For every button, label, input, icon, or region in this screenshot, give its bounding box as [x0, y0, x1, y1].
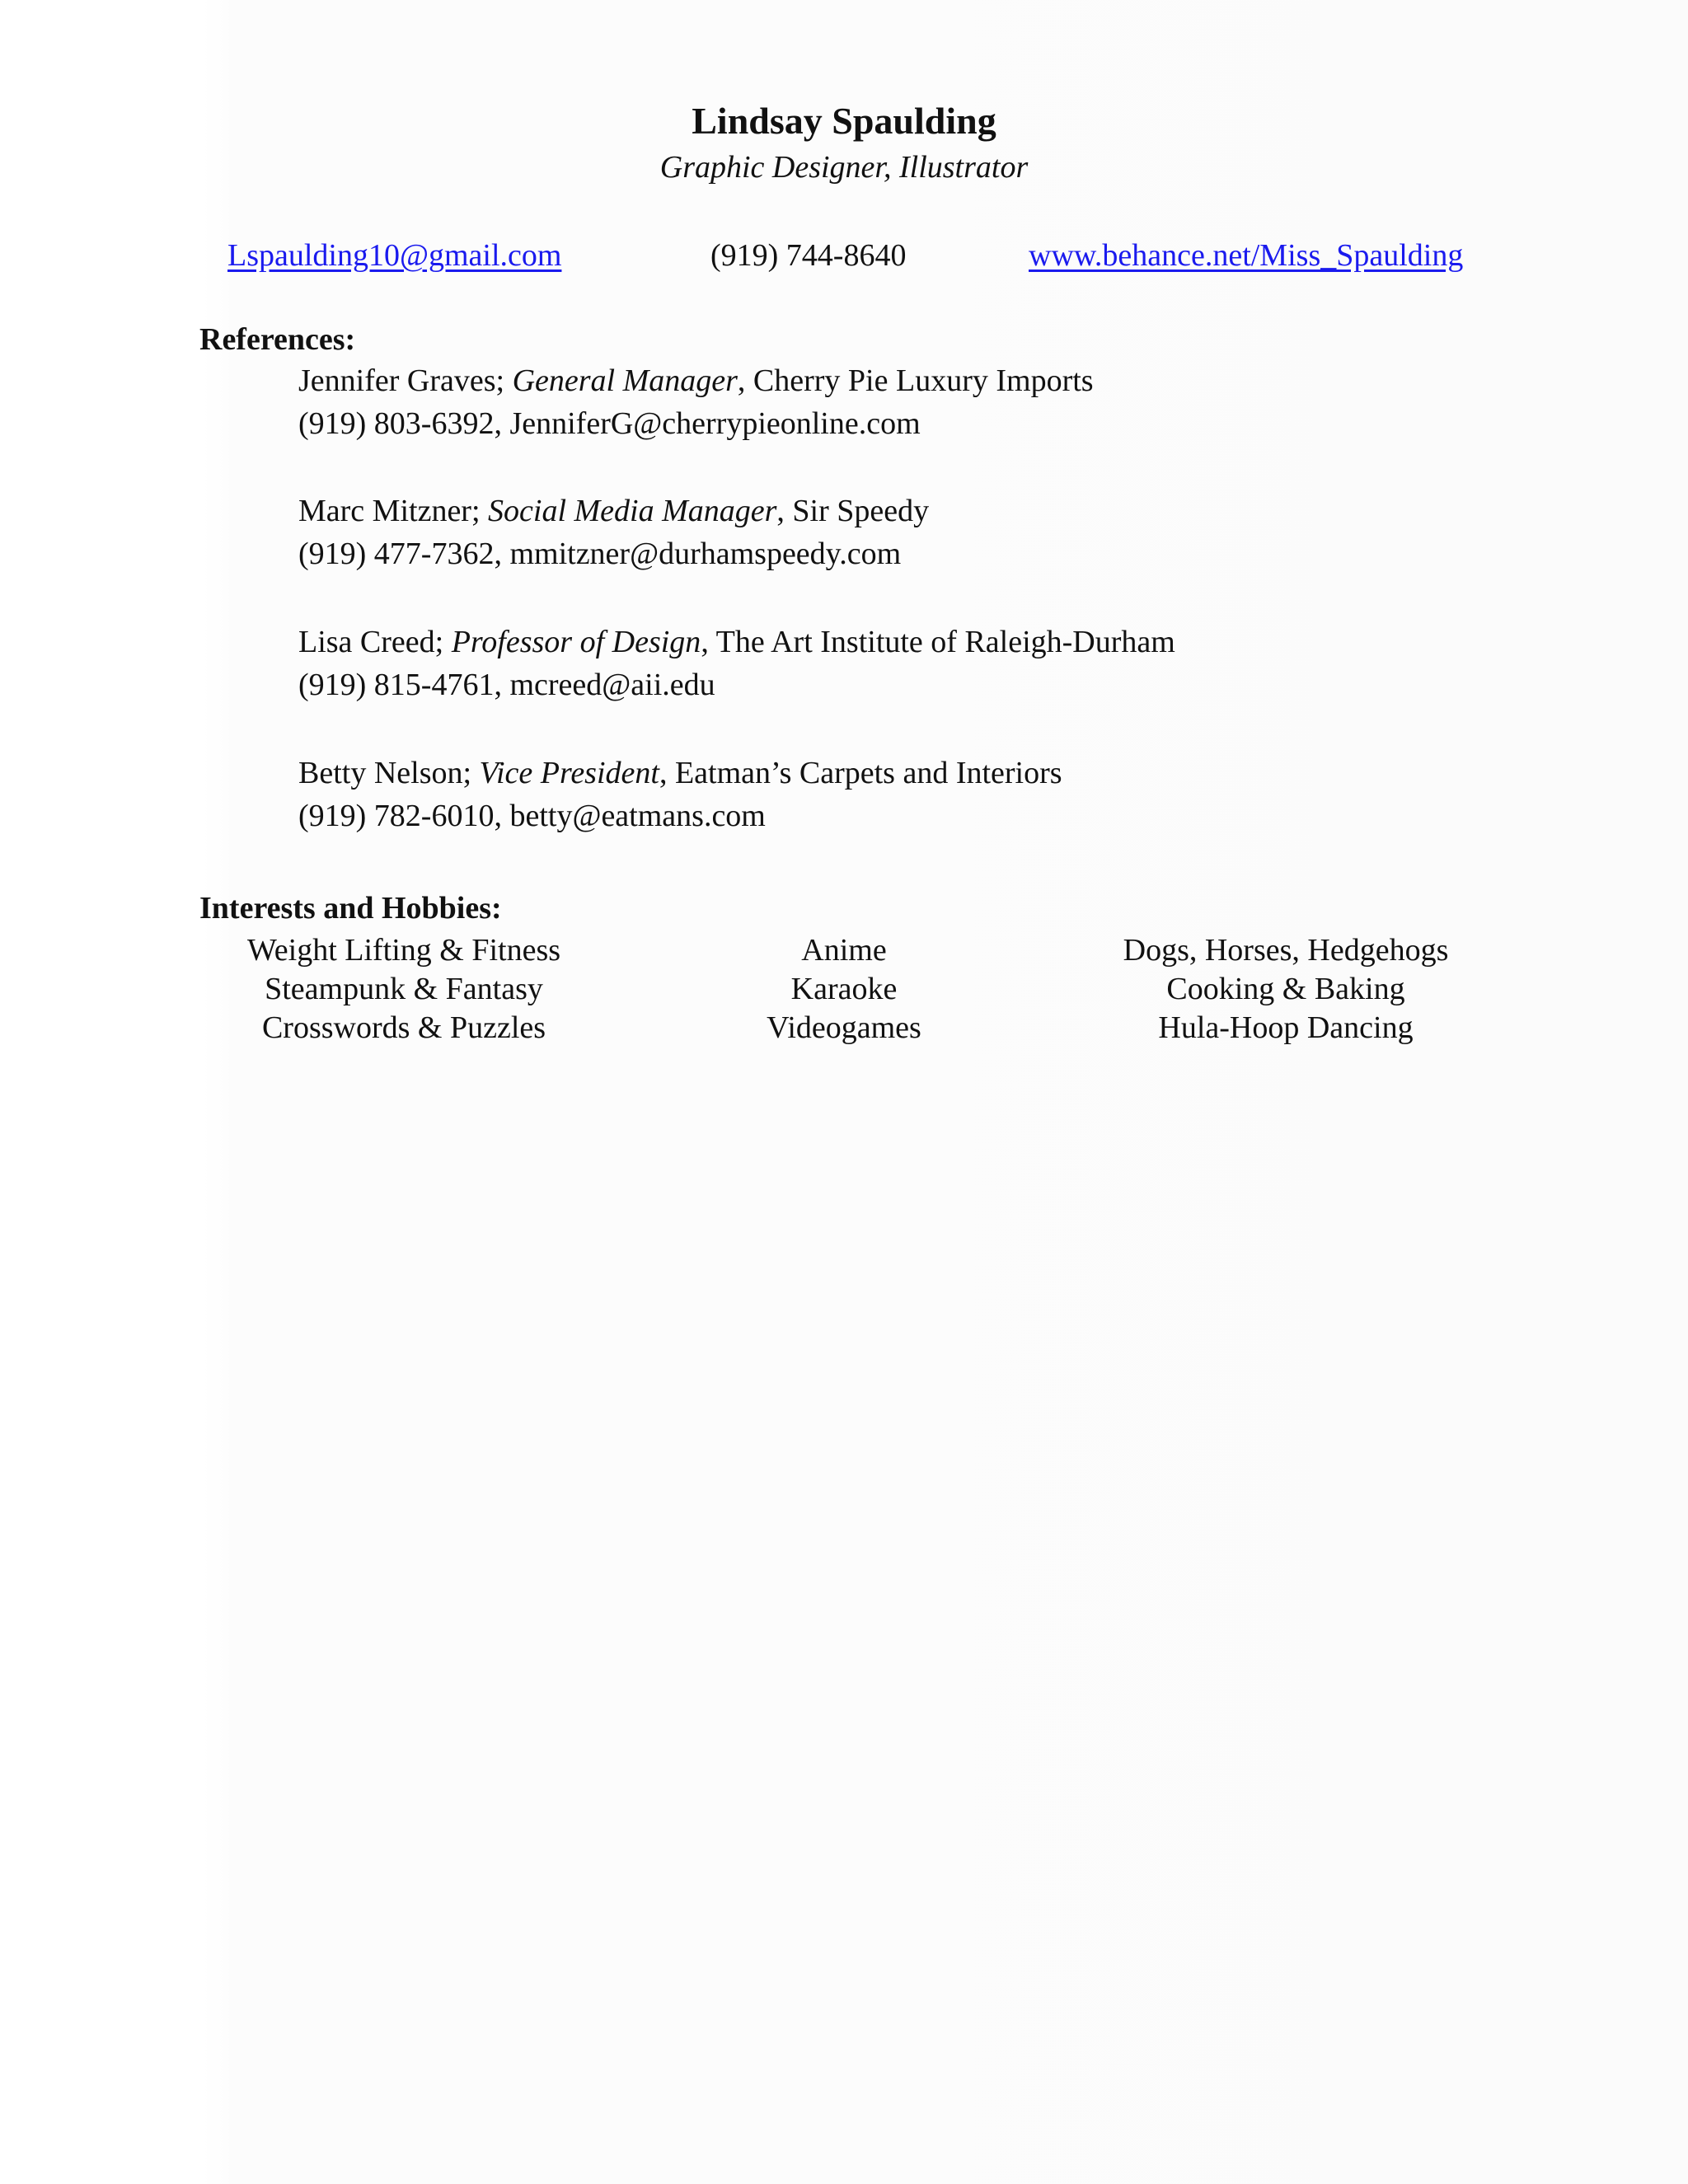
reference-entry: [298, 490, 929, 575]
reference-role: Professor of Design: [451, 625, 701, 659]
reference-name: Lisa Creed;: [298, 625, 452, 659]
reference-org: , Eatman’s Carpets and Interiors: [659, 756, 1062, 790]
phone-number: (919) 744-8640: [710, 238, 907, 273]
hobby-column: [173, 931, 635, 1047]
reference-org: , Sir Speedy: [776, 494, 930, 528]
hobby-item: Steampunk & Fantasy: [265, 972, 543, 1006]
reference-contact: (919) 815-4761, mcreed@aii.edu: [298, 668, 715, 702]
reference-role: General Manager: [512, 363, 738, 398]
reference-contact: (919) 477-7362, mmitzner@durhamspeedy.com: [298, 537, 902, 571]
reference-org: , Cherry Pie Luxury Imports: [737, 363, 1094, 398]
email-link[interactable]: Lspaulding10@gmail.com: [227, 238, 562, 273]
hobby-item: Dogs, Horses, Hedgehogs: [1123, 933, 1449, 968]
reference-contact: (919) 782-6010, betty@eatmans.com: [298, 799, 766, 833]
reference-name-line: [298, 621, 1175, 663]
reference-name: Marc Mitzner;: [298, 494, 489, 528]
reference-entry: [298, 359, 1094, 445]
reference-role: Social Media Manager: [488, 494, 777, 528]
reference-name-line: [298, 752, 1062, 794]
reference-entry: [298, 752, 1062, 837]
portfolio-link[interactable]: www.behance.net/Miss_Spaulding: [1029, 238, 1464, 273]
job-subtitle: Graphic Designer, Illustrator: [659, 150, 1029, 185]
hobby-item: Anime: [801, 933, 887, 968]
hobby-item: Videogames: [767, 1010, 921, 1045]
reference-role: Vice President: [479, 756, 659, 790]
reference-name-line: [298, 490, 929, 532]
hobby-column: [1055, 931, 1517, 1047]
hobby-item: Karaoke: [790, 972, 898, 1006]
hobby-item: Hula-Hoop Dancing: [1158, 1010, 1414, 1045]
reference-contact: (919) 803-6392, JenniferG@cherrypieonline.com: [298, 406, 921, 441]
interests-heading: Interests and Hobbies:: [199, 891, 502, 926]
references-heading: References:: [199, 322, 356, 357]
hobby-item: Crosswords & Puzzles: [261, 1010, 546, 1045]
hobby-item: Weight Lifting & Fitness: [246, 933, 561, 968]
reference-name: Jennifer Graves;: [298, 363, 513, 398]
hobby-item: Cooking & Baking: [1166, 972, 1405, 1006]
reference-name-line: [298, 359, 1094, 402]
reference-entry: [298, 621, 1175, 706]
reference-name: Betty Nelson;: [298, 756, 480, 790]
page-title: Lindsay Spaulding: [692, 100, 996, 142]
reference-org: , The Art Institute of Raleigh-Durham: [701, 625, 1175, 659]
hobby-column: [613, 931, 1075, 1047]
